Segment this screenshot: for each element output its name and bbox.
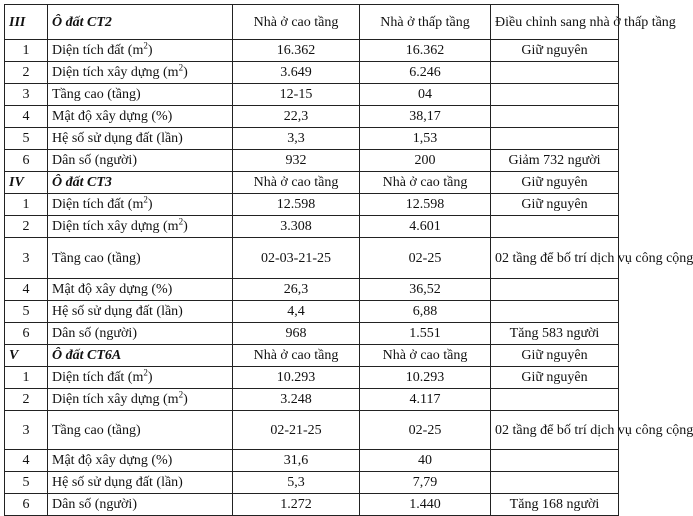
value-current: 4,4	[233, 301, 360, 323]
value-note	[491, 279, 619, 301]
row-label	[48, 367, 233, 389]
unit-superscript: 2	[143, 40, 148, 51]
value-note	[491, 84, 619, 106]
value-note: Giữ nguyên	[491, 40, 619, 62]
value-adjusted: 10.293	[360, 367, 491, 389]
row-label-close: )	[183, 219, 188, 234]
row-label-text: Mật độ xây dựng (%)	[52, 282, 173, 297]
row-label-text: Mật độ xây dựng (%)	[52, 453, 173, 468]
table-row	[5, 323, 619, 345]
row-label	[48, 216, 233, 238]
row-label-text: Diện tích xây dựng (m	[52, 392, 179, 407]
section-title: Ô đất CT6A	[48, 345, 233, 367]
value-note: 02 tầng để bố trí dịch vụ công cộng	[491, 411, 619, 450]
value-current: 10.293	[233, 367, 360, 389]
row-label	[48, 106, 233, 128]
row-label-text: Diện tích xây dựng (m	[52, 65, 179, 80]
column-note: Điều chỉnh sang nhà ở thấp tầng	[491, 5, 619, 40]
row-number: 5	[5, 472, 48, 494]
row-number: 5	[5, 301, 48, 323]
column-note: Giữ nguyên	[491, 345, 619, 367]
section-header-row	[5, 345, 619, 367]
table-row	[5, 301, 619, 323]
section-header-row	[5, 172, 619, 194]
row-label-text: Hệ số sử dụng đất (lần)	[52, 475, 183, 490]
value-adjusted: 12.598	[360, 194, 491, 216]
column-current: Nhà ở cao tầng	[233, 172, 360, 194]
row-number: 3	[5, 238, 48, 279]
value-note: Giữ nguyên	[491, 367, 619, 389]
value-current: 932	[233, 150, 360, 172]
value-note: Tăng 583 người	[491, 323, 619, 345]
table-row	[5, 472, 619, 494]
section-number: V	[5, 345, 48, 367]
row-label-text: Mật độ xây dựng (%)	[52, 109, 173, 124]
value-note	[491, 216, 619, 238]
value-current: 3.248	[233, 389, 360, 411]
row-label-text: Tầng cao (tầng)	[52, 422, 141, 438]
value-current: 02-03-21-25	[233, 238, 360, 279]
row-label	[48, 150, 233, 172]
row-label	[48, 472, 233, 494]
table-row	[5, 128, 619, 150]
row-label-text: Diện tích đất (m	[52, 43, 144, 58]
value-current: 3.308	[233, 216, 360, 238]
table-row	[5, 411, 619, 450]
row-label	[48, 301, 233, 323]
value-adjusted: 02-25	[360, 411, 491, 450]
column-adjusted: Nhà ở cao tầng	[360, 345, 491, 367]
value-adjusted: 4.601	[360, 216, 491, 238]
value-note: Giữ nguyên	[491, 194, 619, 216]
row-label	[48, 128, 233, 150]
value-current: 26,3	[233, 279, 360, 301]
row-label-text: Hệ số sử dụng đất (lần)	[52, 131, 183, 146]
row-label	[48, 494, 233, 516]
row-label-text: Tầng cao (tầng)	[52, 87, 141, 102]
table-row	[5, 106, 619, 128]
table-row	[5, 194, 619, 216]
value-note	[491, 62, 619, 84]
value-current: 12-15	[233, 84, 360, 106]
value-note	[491, 301, 619, 323]
row-label-text: Dân số (người)	[52, 497, 137, 512]
row-number: 5	[5, 128, 48, 150]
table-row	[5, 150, 619, 172]
row-label	[48, 62, 233, 84]
value-current: 1.272	[233, 494, 360, 516]
section-title: Ô đất CT3	[48, 172, 233, 194]
value-note	[491, 106, 619, 128]
value-current: 12.598	[233, 194, 360, 216]
value-adjusted: 6,88	[360, 301, 491, 323]
row-label-close: )	[147, 43, 153, 58]
value-note: Giảm 732 người	[491, 150, 619, 172]
value-note: Tăng 168 người	[491, 494, 619, 516]
row-label	[48, 411, 233, 450]
column-adjusted: Nhà ở thấp tầng	[360, 5, 491, 40]
row-label	[48, 389, 233, 411]
table-row	[5, 279, 619, 301]
column-current: Nhà ở cao tầng	[233, 345, 360, 367]
row-number: 1	[5, 194, 48, 216]
row-label-text: Dân số (người)	[52, 153, 137, 168]
unit-superscript: 2	[178, 216, 184, 227]
value-adjusted: 1,53	[360, 128, 491, 150]
row-label-text: Hệ số sử dụng đất (lần)	[52, 304, 183, 319]
unit-superscript: 2	[178, 389, 184, 400]
value-current: 02-21-25	[233, 411, 360, 450]
value-adjusted: 40	[360, 450, 491, 472]
row-number: 3	[5, 84, 48, 106]
row-label-text: Dân số (người)	[52, 326, 137, 341]
column-adjusted: Nhà ở cao tầng	[360, 172, 491, 194]
row-number: 3	[5, 411, 48, 450]
value-current: 3,3	[233, 128, 360, 150]
section-number: III	[5, 5, 48, 40]
unit-superscript: 2	[143, 367, 148, 378]
unit-superscript: 2	[143, 194, 148, 205]
row-number: 4	[5, 279, 48, 301]
value-adjusted: 6.246	[360, 62, 491, 84]
value-adjusted: 1.551	[360, 323, 491, 345]
value-adjusted: 7,79	[360, 472, 491, 494]
value-adjusted: 38,17	[360, 106, 491, 128]
row-label-text: Tầng cao (tầng)	[52, 250, 141, 266]
value-current: 16.362	[233, 40, 360, 62]
value-note	[491, 472, 619, 494]
row-number: 6	[5, 323, 48, 345]
row-label-close: )	[183, 392, 188, 407]
row-number: 1	[5, 367, 48, 389]
table-row	[5, 389, 619, 411]
row-label	[48, 40, 233, 62]
row-number: 6	[5, 150, 48, 172]
value-adjusted: 200	[360, 150, 491, 172]
section-number: IV	[5, 172, 48, 194]
row-number: 4	[5, 106, 48, 128]
value-note	[491, 450, 619, 472]
value-current: 22,3	[233, 106, 360, 128]
value-adjusted: 1.440	[360, 494, 491, 516]
table-row	[5, 450, 619, 472]
section-header-row	[5, 5, 619, 40]
table-row	[5, 62, 619, 84]
row-label	[48, 323, 233, 345]
value-adjusted: 02-25	[360, 238, 491, 279]
table-row	[5, 367, 619, 389]
row-label-close: )	[147, 197, 153, 212]
table-row	[5, 494, 619, 516]
row-label	[48, 84, 233, 106]
row-label	[48, 279, 233, 301]
value-note	[491, 128, 619, 150]
row-label	[48, 194, 233, 216]
table-row	[5, 40, 619, 62]
row-label	[48, 238, 233, 279]
value-adjusted: 04	[360, 84, 491, 106]
row-number: 2	[5, 62, 48, 84]
row-number: 2	[5, 389, 48, 411]
row-label-text: Diện tích đất (m	[52, 197, 144, 212]
column-current: Nhà ở cao tầng	[233, 5, 360, 40]
row-number: 2	[5, 216, 48, 238]
value-adjusted: 16.362	[360, 40, 491, 62]
row-label-close: )	[147, 370, 153, 385]
value-note: 02 tầng để bố trí dịch vụ công cộng	[491, 238, 619, 279]
land-use-table	[4, 4, 693, 516]
value-current: 31,6	[233, 450, 360, 472]
value-current: 5,3	[233, 472, 360, 494]
row-label-close: )	[183, 65, 188, 80]
value-adjusted: 36,52	[360, 279, 491, 301]
row-number: 4	[5, 450, 48, 472]
value-current: 3.649	[233, 62, 360, 84]
unit-superscript: 2	[178, 62, 184, 73]
row-label-text: Diện tích xây dựng (m	[52, 219, 179, 234]
row-number: 1	[5, 40, 48, 62]
row-label-text: Diện tích đất (m	[52, 370, 144, 385]
table-row	[5, 84, 619, 106]
value-current: 968	[233, 323, 360, 345]
table-row	[5, 216, 619, 238]
table-row	[5, 238, 619, 279]
value-adjusted: 4.117	[360, 389, 491, 411]
row-number: 6	[5, 494, 48, 516]
row-label	[48, 450, 233, 472]
value-note	[491, 389, 619, 411]
column-note: Giữ nguyên	[491, 172, 619, 194]
section-title: Ô đất CT2	[48, 5, 233, 40]
